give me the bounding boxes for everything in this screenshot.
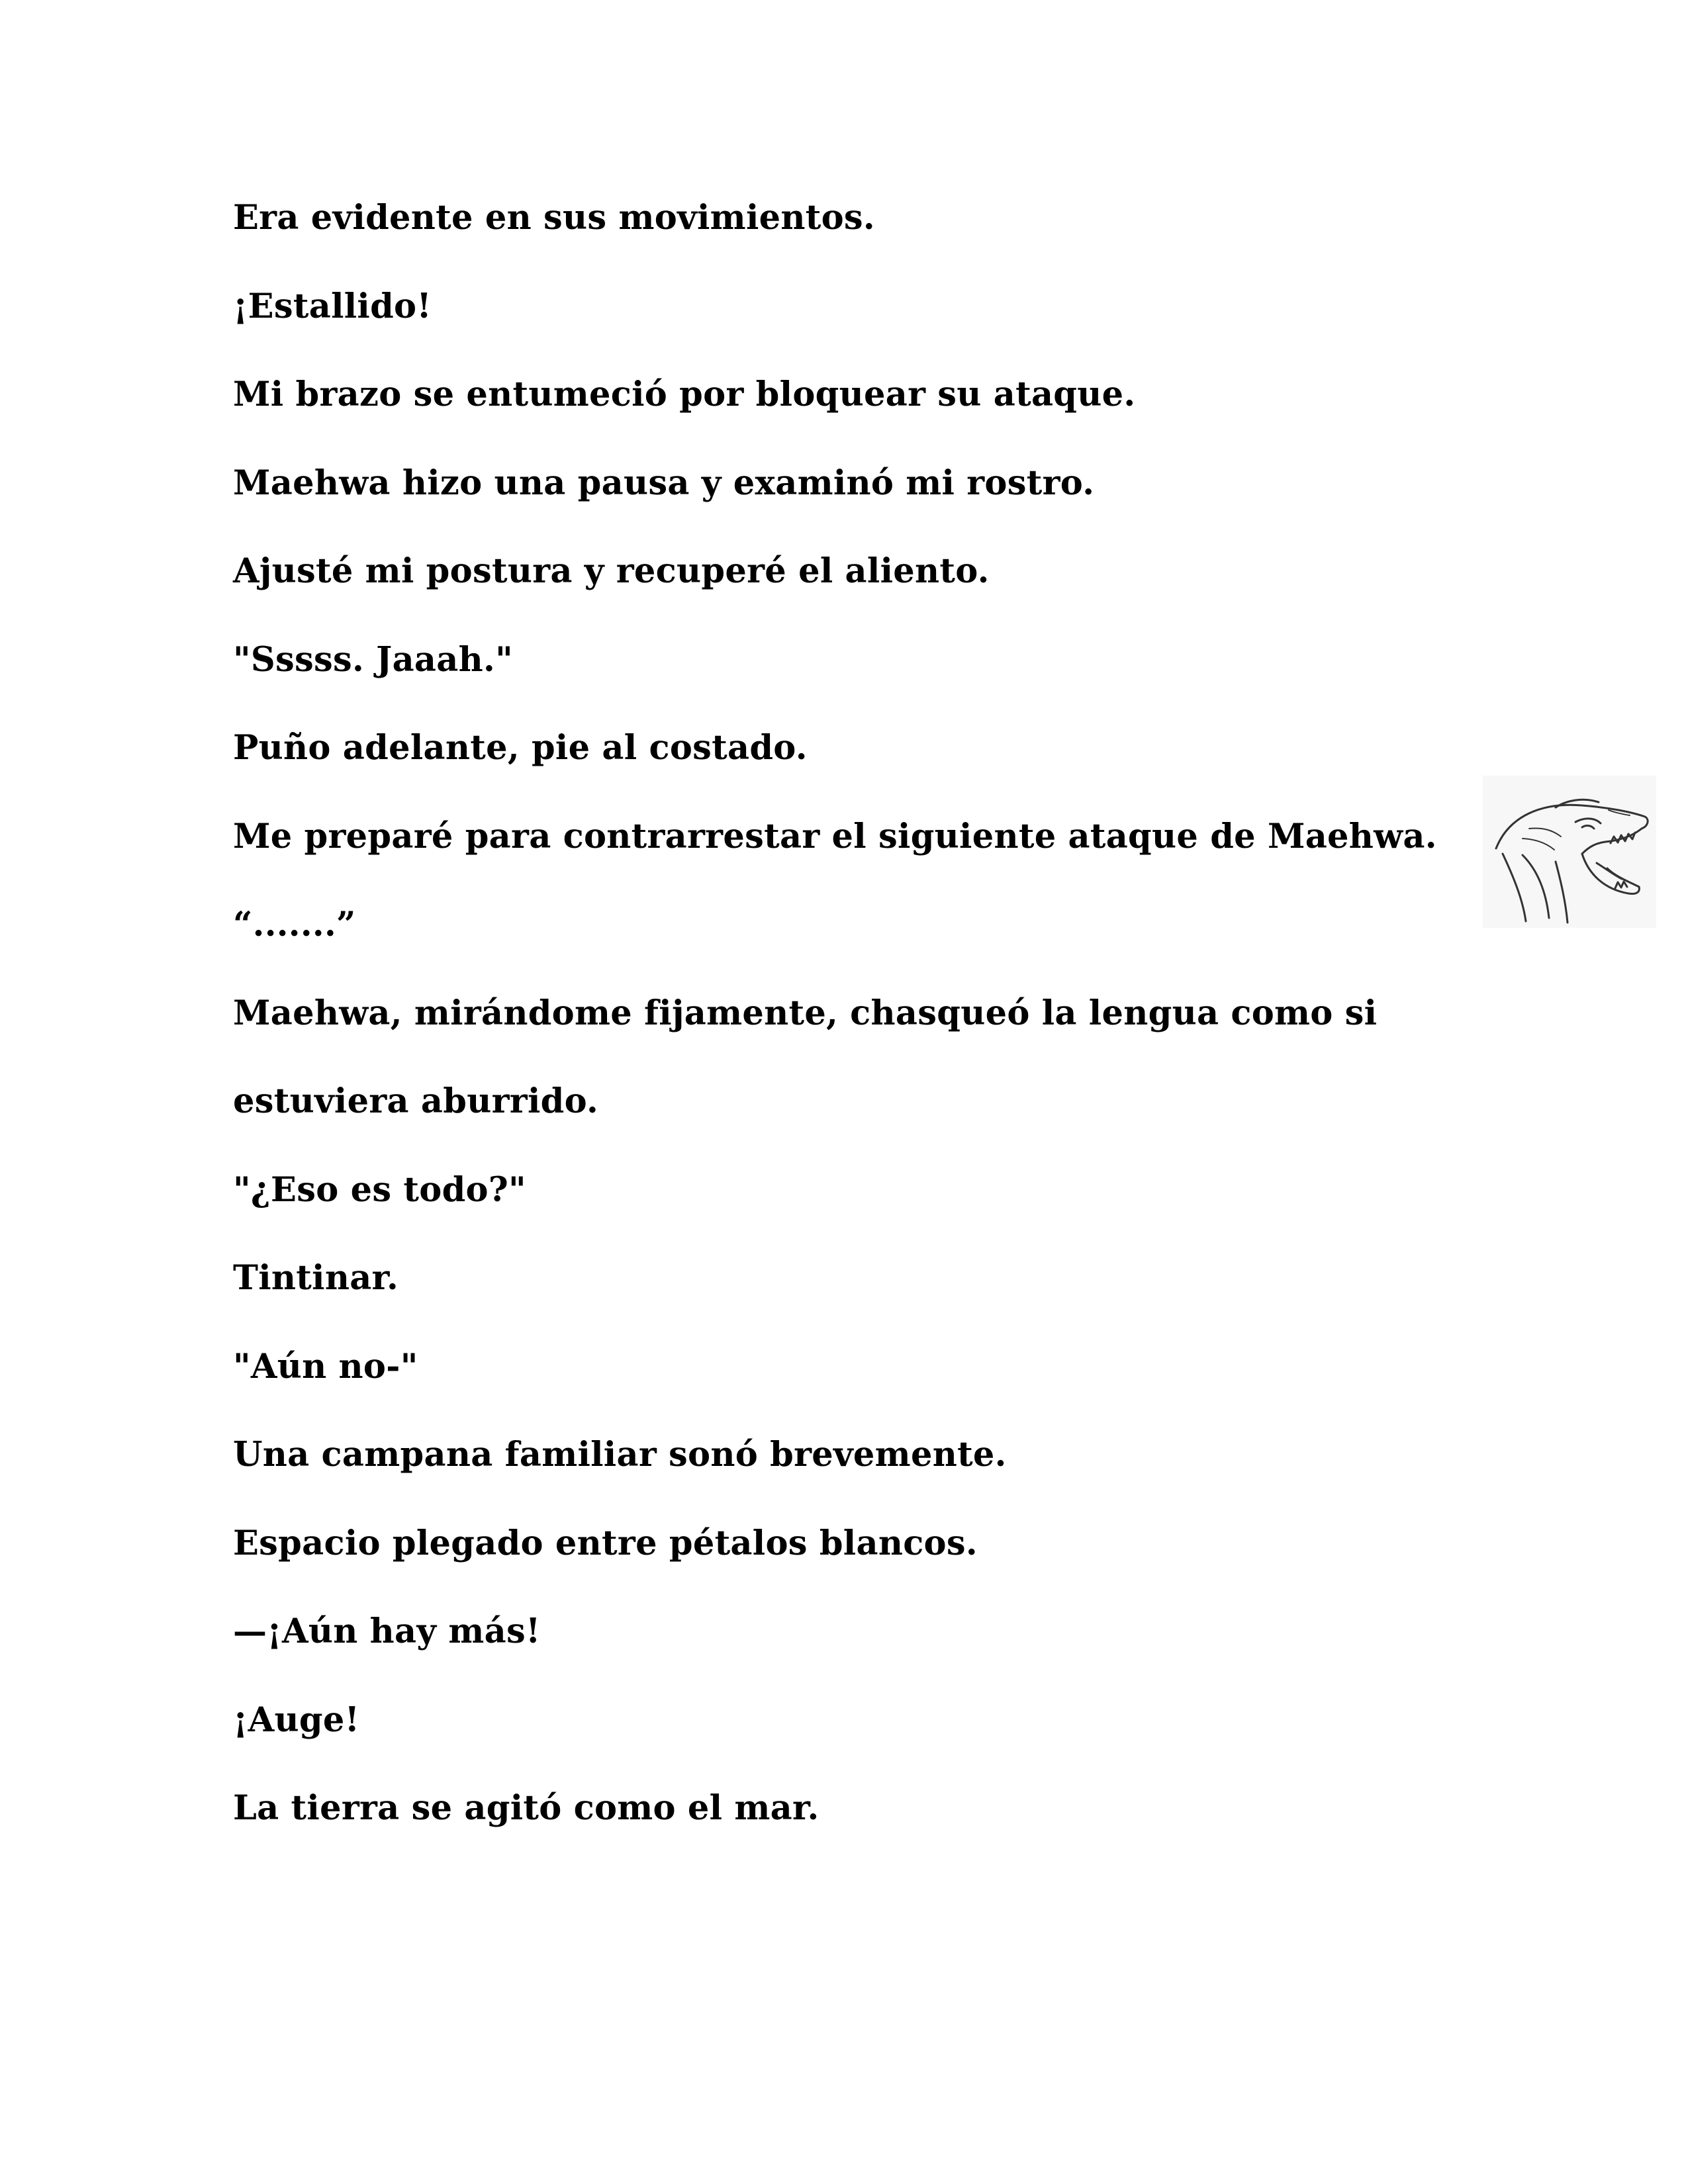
- document-body: [233, 193, 1491, 1872]
- text-line: Ajusté mi postura y recuperé el aliento.: [233, 551, 990, 591]
- text-line: Maehwa hizo una pausa y examinó mi rostro.: [233, 463, 1095, 503]
- text-line: ¡Estallido!: [233, 286, 432, 326]
- text-line: estuviera aburrido.: [233, 1081, 599, 1121]
- text-line: Tintinar.: [233, 1258, 399, 1298]
- text-line: ¡Auge!: [233, 1700, 360, 1740]
- text-line: "Aún no-": [233, 1346, 418, 1387]
- text-line: Puño adelante, pie al costado.: [233, 728, 808, 768]
- text-line: Era evidente en sus movimientos.: [233, 198, 875, 238]
- text-line: "¿Eso es todo?": [233, 1169, 526, 1210]
- text-line: Maehwa, mirándome fijamente, chasqueó la lengua como si: [233, 993, 1378, 1033]
- text-line: “.......”: [233, 905, 356, 944]
- text-line: —¡Aún hay más!: [233, 1612, 541, 1651]
- text-line: La tierra se agitó como el mar.: [233, 1788, 820, 1828]
- dinosaur-head-sketch-icon: [1483, 776, 1656, 928]
- text-line: Espacio plegado entre pétalos blancos.: [233, 1523, 978, 1563]
- text-line: Mi brazo se entumeció por bloquear su ataque.: [233, 375, 1136, 414]
- text-line: Me preparé para contrarrestar el siguiente ataque de Maehwa.: [233, 816, 1437, 856]
- text-line: Una campana familiar sonó brevemente.: [233, 1435, 1007, 1475]
- text-line: "Sssss. Jaaah.": [233, 639, 513, 680]
